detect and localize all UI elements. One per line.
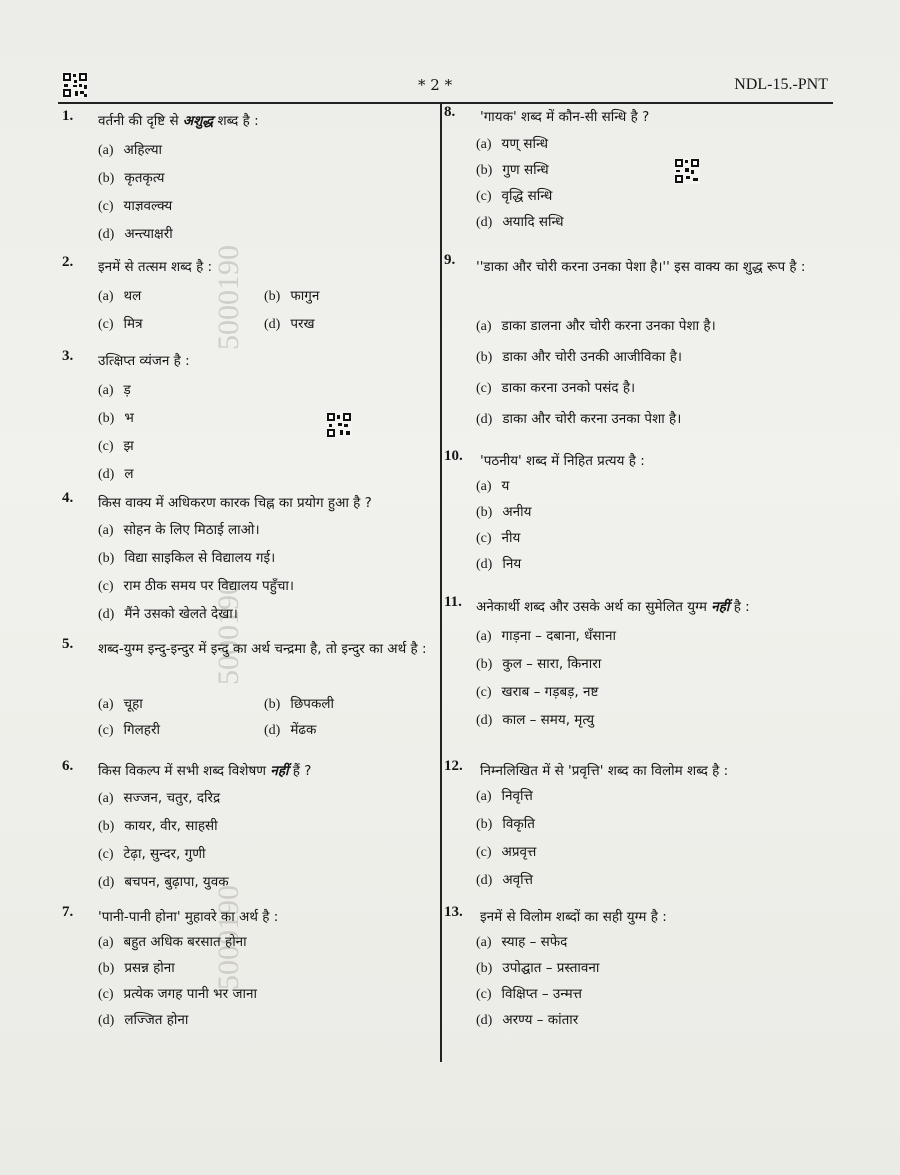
option-label: (b) — [476, 657, 493, 672]
option-text: स्याह – सफेद — [501, 934, 568, 950]
option-b — [264, 286, 319, 305]
option-c — [98, 314, 143, 333]
question-text: इनमें से विलोम शब्दों का सही युग्म है : — [480, 909, 667, 925]
question-text-part: है : — [729, 599, 750, 615]
question-number: 2. — [62, 254, 74, 270]
option-text: काल – समय, मृत्यु — [502, 712, 595, 728]
watermark-number: 5000190 — [212, 245, 245, 350]
option-label: (c) — [476, 845, 492, 860]
option-label: (a) — [476, 629, 492, 644]
option-a — [98, 140, 162, 159]
option-a — [98, 788, 220, 807]
option-text: अरण्य – कांतार — [502, 1012, 579, 1028]
option-text: अयादि सन्धि — [502, 214, 564, 230]
option-text: य — [501, 478, 510, 494]
option-d — [98, 224, 173, 243]
option-text: छिपकली — [290, 696, 334, 712]
emphasis-word: अशुद्ध — [182, 113, 214, 129]
question-number: 3. — [62, 348, 74, 364]
option-text: अप्रवृत्त — [501, 844, 537, 860]
option-d — [476, 554, 521, 573]
qr-code-icon — [326, 412, 352, 438]
question-text: ''डाका और चोरी करना उनका पेशा है।'' इस वाक्य का शुद्ध रूप है : — [476, 259, 806, 275]
option-text: कृतकृत्य — [124, 170, 165, 186]
option-label: (d) — [476, 1013, 493, 1028]
option-text: उपोद्घात – प्रस्तावना — [502, 960, 600, 976]
option-a — [476, 316, 716, 335]
option-text: सज्जन, चतुर, दरिद्र — [123, 790, 221, 806]
option-label: (d) — [476, 412, 493, 427]
option-label: (b) — [98, 411, 115, 426]
option-text: ल — [124, 466, 134, 482]
option-a — [476, 786, 533, 805]
option-label: (a) — [98, 523, 114, 538]
option-text: कायर, वीर, साहसी — [124, 818, 218, 834]
option-label: (a) — [476, 789, 492, 804]
option-d — [476, 409, 681, 428]
option-text: चूहा — [123, 696, 143, 712]
option-label: (c) — [98, 199, 114, 214]
option-text: अवृत्ति — [502, 872, 533, 888]
option-text: बचपन, बुढ़ापा, युवक — [124, 874, 229, 890]
option-a — [98, 380, 131, 399]
question-text: शब्द-युग्म इन्दु-इन्दुर में इन्दु का अर्थ चन्द्रमा है, तो इन्दुर का अर्थ है : — [98, 641, 427, 657]
option-label: (d) — [98, 1013, 115, 1028]
option-c — [98, 720, 160, 739]
option-d — [476, 710, 594, 729]
option-label: (c) — [476, 531, 492, 546]
option-text: थल — [123, 288, 142, 304]
option-b — [98, 408, 134, 427]
option-c — [98, 844, 205, 863]
option-b — [98, 168, 165, 187]
option-text: यण् सन्धि — [501, 136, 549, 152]
option-text: निवृत्ति — [501, 788, 533, 804]
option-a — [98, 286, 141, 305]
option-label: (b) — [264, 289, 281, 304]
option-d — [98, 464, 133, 483]
option-label: (c) — [98, 987, 114, 1002]
option-text: गुण सन्धि — [502, 162, 549, 178]
option-text: मेंढक — [290, 722, 317, 738]
option-label: (d) — [476, 873, 493, 888]
option-text: गिलहरी — [123, 722, 160, 738]
paper-code: NDL-15.-PNT — [734, 76, 828, 93]
option-c — [98, 984, 257, 1003]
question-text: 'पानी-पानी होना' मुहावरे का अर्थ है : — [98, 909, 279, 925]
option-text: गाड़ना – दबाना, धँसाना — [501, 628, 617, 644]
option-label: (c) — [98, 579, 114, 594]
question-number: 13. — [444, 904, 463, 920]
option-text: नीय — [501, 530, 521, 546]
option-text: डाका और चोरी उनकी आजीविका है। — [502, 349, 683, 365]
qr-code-icon — [674, 158, 700, 184]
option-label: (b) — [98, 819, 115, 834]
option-text: अन्त्याक्षरी — [124, 226, 173, 242]
option-label: (a) — [98, 143, 114, 158]
option-c — [476, 528, 520, 547]
option-b — [98, 548, 275, 567]
question-text-part: हैं ? — [288, 763, 312, 779]
option-text: डाका और चोरी करना उनका पेशा है। — [502, 411, 682, 427]
option-a — [476, 932, 567, 951]
option-label: (d) — [264, 723, 281, 738]
option-label: (d) — [98, 607, 115, 622]
page-number: * 2 * — [418, 76, 453, 94]
option-b — [476, 160, 549, 179]
option-label: (a) — [98, 935, 114, 950]
option-b — [98, 816, 218, 835]
question-number: 9. — [444, 252, 456, 268]
question-text-part: अनेकार्थी शब्द और उसके अर्थ का सुमेलित युग्म — [476, 599, 712, 615]
option-b — [476, 654, 601, 673]
option-a — [98, 932, 247, 951]
question-text-part: किस विकल्प में सभी शब्द विशेषण — [98, 763, 271, 779]
option-label: (b) — [476, 163, 493, 178]
option-label: (c) — [98, 847, 114, 862]
option-c — [476, 842, 536, 861]
option-label: (d) — [98, 875, 115, 890]
option-b — [98, 958, 175, 977]
option-c — [98, 436, 134, 455]
option-a — [476, 134, 548, 153]
option-d — [98, 872, 229, 891]
option-label: (b) — [98, 171, 115, 186]
option-label: (c) — [476, 685, 492, 700]
option-text: कुल – सारा, किनारा — [502, 656, 602, 672]
option-c — [476, 186, 552, 205]
question-number: 8. — [444, 104, 456, 120]
question-text — [98, 108, 442, 135]
question-text: निम्नलिखित में से 'प्रवृत्ति' शब्द का विलोम शब्द है : — [480, 763, 729, 779]
option-b — [476, 502, 531, 521]
option-text: वृद्धि सन्धि — [501, 188, 553, 204]
option-label: (b) — [264, 697, 281, 712]
question-number: 7. — [62, 904, 74, 920]
option-c — [98, 196, 172, 215]
question-text: किस वाक्य में अधिकरण कारक चिह्न का प्रयोग हुआ है ? — [98, 495, 372, 511]
question-number: 5. — [62, 636, 74, 652]
option-label: (c) — [98, 317, 114, 332]
option-text: अहिल्या — [123, 142, 163, 158]
option-label: (b) — [476, 961, 493, 976]
question-text — [476, 594, 834, 621]
option-text: प्रसन्न होना — [124, 960, 175, 976]
option-text: निय — [502, 556, 522, 572]
option-b — [264, 694, 334, 713]
watermark-number: 5000190 — [212, 885, 245, 990]
option-label: (a) — [98, 383, 114, 398]
qr-code-icon — [62, 72, 88, 98]
option-d — [476, 870, 533, 889]
option-text: परख — [290, 316, 315, 332]
option-label: (a) — [98, 289, 114, 304]
option-c — [476, 378, 635, 397]
emphasis-word: नहीं — [711, 599, 730, 615]
option-label: (a) — [476, 137, 492, 152]
option-d — [264, 314, 315, 333]
option-label: (d) — [476, 557, 493, 572]
option-text: डाका करना उनको पसंद है। — [501, 380, 636, 396]
option-label: (b) — [98, 551, 115, 566]
option-label: (d) — [476, 215, 493, 230]
question-text-part: शब्द है : — [213, 113, 259, 129]
option-c — [476, 984, 582, 1003]
option-d — [264, 720, 316, 739]
option-text: लज्जित होना — [124, 1012, 189, 1028]
option-text: याज्ञवल्क्य — [123, 198, 173, 214]
option-c — [98, 576, 294, 595]
question-number: 12. — [444, 758, 463, 774]
option-d — [476, 1010, 578, 1029]
option-label: (a) — [476, 479, 492, 494]
option-label: (d) — [98, 467, 115, 482]
option-text: बहुत अधिक बरसात होना — [123, 934, 247, 950]
option-text: टेढ़ा, सुन्दर, गुणी — [123, 846, 206, 862]
option-label: (b) — [98, 961, 115, 976]
option-text: भ — [124, 410, 134, 426]
question-text — [98, 758, 442, 785]
option-text: अनीय — [502, 504, 532, 520]
option-text: खराब – गड़बड़, नष्ट — [501, 684, 599, 700]
option-label: (d) — [98, 227, 115, 242]
option-text: विकृति — [502, 816, 535, 832]
option-label: (d) — [264, 317, 281, 332]
question-text: 'पठनीय' शब्द में निहित प्रत्यय है : — [480, 453, 645, 469]
question-text: उत्क्षिप्त व्यंजन है : — [98, 353, 190, 369]
option-text: विक्षिप्त – उन्मत्त — [501, 986, 583, 1002]
question-text: 'गायक' शब्द में कौन-सी सन्धि है ? — [480, 109, 650, 125]
option-b — [476, 347, 682, 366]
option-label: (b) — [476, 505, 493, 520]
option-d — [98, 1010, 188, 1029]
option-label: (d) — [476, 713, 493, 728]
option-label: (c) — [98, 723, 114, 738]
option-label: (a) — [476, 935, 492, 950]
question-number: 11. — [444, 594, 462, 610]
emphasis-word: नहीं — [270, 763, 289, 779]
option-text: विद्या साइकिल से विद्यालय गई। — [124, 550, 276, 566]
option-label: (c) — [476, 381, 492, 396]
option-label: (c) — [476, 987, 492, 1002]
option-text: प्रत्येक जगह पानी भर जाना — [123, 986, 257, 1002]
option-label: (a) — [98, 697, 114, 712]
option-c — [476, 682, 598, 701]
question-text-part: वर्तनी की दृष्टि से — [98, 113, 183, 129]
option-a — [476, 626, 616, 645]
option-text: मैंने उसको खेलते देखा। — [124, 606, 238, 622]
option-b — [476, 958, 599, 977]
option-label: (a) — [98, 791, 114, 806]
option-b — [476, 814, 535, 833]
option-a — [98, 694, 143, 713]
option-label: (a) — [476, 319, 492, 334]
option-label: (c) — [476, 189, 492, 204]
option-label: (c) — [98, 439, 114, 454]
option-text: ड़ — [123, 382, 131, 398]
option-label: (b) — [476, 350, 493, 365]
option-d — [98, 604, 238, 623]
option-label: (b) — [476, 817, 493, 832]
question-number: 6. — [62, 758, 74, 774]
option-text: फागुन — [290, 288, 320, 304]
option-a — [476, 476, 509, 495]
option-text: राम ठीक समय पर विद्यालय पहुँचा। — [123, 578, 295, 594]
option-text: सोहन के लिए मिठाई लाओ। — [123, 522, 260, 538]
option-a — [98, 520, 260, 539]
question-number: 4. — [62, 490, 74, 506]
option-text: डाका डालना और चोरी करना उनका पेशा है। — [501, 318, 716, 334]
option-text: झ — [123, 438, 134, 454]
question-number: 10. — [444, 448, 463, 464]
question-text: इनमें से तत्सम शब्द है : — [98, 259, 213, 275]
option-text: मित्र — [123, 316, 143, 332]
option-d — [476, 212, 564, 231]
question-number: 1. — [62, 108, 74, 124]
watermark-number: 5000190 — [212, 580, 245, 685]
